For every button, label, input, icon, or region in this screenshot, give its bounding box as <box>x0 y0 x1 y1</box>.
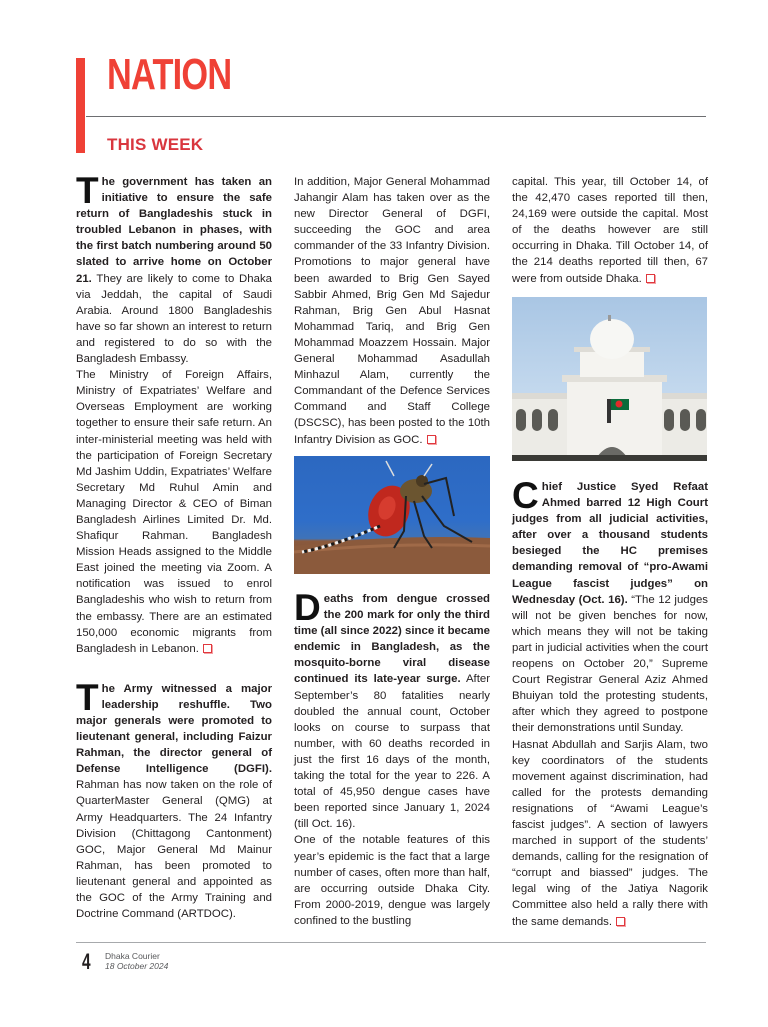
mosquito-photo <box>294 456 490 574</box>
dropcap: T <box>76 676 99 718</box>
lead-bold: hief Justice Syed Refaat Ahmed barred 12 High Court judges from all judicial activities, after over a thousand students besieged the HC premises demanding removal of “pro-Awami League fascist judges” on Wednesday (Oct. 16). <box>512 481 708 606</box>
footer-divider <box>76 942 706 943</box>
story-dengue <box>294 587 491 929</box>
mosquito-illustration <box>294 456 490 574</box>
publication-name: Dhaka Courier <box>105 951 160 961</box>
column-1 <box>76 170 272 922</box>
story-judges <box>512 475 708 930</box>
column-2-lower <box>294 587 491 929</box>
paragraph-text: In addition, Major General Mohammad Jahangir Alam has taken over as the new Director General of DGFI, succeeding the GOC and area commander of the 33 Infantry Division. Promotions to major general have been awarded to Brig Gen Sayed Sabbir Ahmed, Brig Gen Md Sajedur Rahman, Brig Gen Abul Hasnat Mohammad Tariq, and Brig Gen Mohammad Moazzem Hossain. Major General Mohammad Asadullah Minhazul Alam, currently the Commandant of the Defence Services Command and Staff College (DSCSC), has been posted to the 10th Infantry Division as GOC. <box>294 176 490 446</box>
story-paragraph <box>512 737 708 930</box>
story-paragraph <box>294 174 490 448</box>
end-mark-icon <box>616 917 625 926</box>
paragraph-text: capital. This year, till October 14, of the 42,470 cases reported till then, 24,169 were outside the capital. Most of the deaths however are still occurring in Dhaka. Till October 14, of the 214 deaths reported till then, 67 were from outside Dhaka. <box>512 176 708 285</box>
court-building-illustration <box>512 297 707 461</box>
dropcap: C <box>512 475 539 516</box>
lead-bold: he Army witnessed a major leadership reshuffle. Two major generals were promoted to lieutenant general, including Faizur Rahman, the director general of Defense Intelligence (DGFI). <box>76 682 272 776</box>
story-lead <box>76 676 272 922</box>
lead-text: After September’s 80 fatalities nearly doubled the annual count, October looks on course to surpass that number, with 60 deaths recorded in just the first 16 days of the month, taking the total for the year to 226. A total of 45,950 dengue cases have been reported since January 1, 2024 (till Oct. 16). <box>294 673 491 831</box>
story-paragraph <box>76 367 272 657</box>
dropcap: T <box>76 170 99 211</box>
lead-bold: he government has taken an initiative to ensure the safe return of Bangladeshis stuck in troubled Lebanon in phases, with the first batch numbering around 50 slated to arrive home on October 21. <box>76 176 272 285</box>
section-title: NATION <box>107 50 232 99</box>
lead-text: They are likely to come to Dhaka via Jeddah, the capital of Saudi Arabia. Around 1800 Bangladeshis have so far shown an interest to return and registered to do so with the Bangladesh Embassy. <box>76 272 272 366</box>
subsection-title: THIS WEEK <box>107 135 204 154</box>
end-mark-icon <box>427 435 436 444</box>
story-army <box>76 676 272 922</box>
publication-date: 18 October 2024 <box>105 961 169 971</box>
lead-text: Rahman has now taken on the role of QuarterMaster General (QMG) at Army Headquarters. The 24 Infantry Division (Chittagong Cantonment) GOC, Major General Md Mainur Rahman, has been promoted to lieutenant general and appointed as the GOC of the Army Training and Doctrine Command (ARTDOC). <box>76 779 272 921</box>
dropcap: D <box>294 587 321 628</box>
column-3-lower <box>512 475 708 930</box>
story-lead <box>512 475 708 737</box>
paragraph-text: Hasnat Abdullah and Sarjis Alam, two key coordinators of the students movement against discrimination, had called for the protests demanding resignations of “Awami League’s fascist judges”. A section of lawyers marched in support of the students’ demands, calling for the resignation of “corrupt and biassed” judges. The legal wing of the Jatiya Nagorik Committee also held a rally there with the same demands. <box>512 738 708 928</box>
lead-bold: eaths from dengue crossed the 200 mark for only the third time (all since 2022) since it became endemic in Bangladesh, as the mosquito-borne viral disease continued its late-year surge. <box>294 593 490 686</box>
end-mark-icon <box>203 644 212 653</box>
end-mark-icon <box>646 274 655 283</box>
column-2 <box>294 174 490 448</box>
section-accent-bar <box>76 58 85 153</box>
story-lead <box>76 170 272 367</box>
column-3 <box>512 174 708 287</box>
story-paragraph <box>512 174 708 287</box>
lead-text: “The 12 judges will not be given benches for now, which means they will not be taking part in judicial activities when the court reopens on October 20,” Supreme Court Registrar General Aziz Ahmed Bhuiyan told the protesting students, after which they agreed to postpone their demonstrations until Sunday. <box>512 593 708 735</box>
paragraph-text: The Ministry of Foreign Affairs, Ministry of Expatriates’ Welfare and Overseas Employment are working together to ensure their safe return. An inter-ministerial meeting was held with the participation of Foreign Secretary Md Jashim Uddin, Expatriates’ Welfare Secretary Md Ruhul Amin and Managing Director & CEO of Biman Bangladesh Airlines Limited Dr. Md. Shafiqur Rahman. Bangladesh Mission Heads assigned to the Middle East joined the meeting via Zoom. A notification was issued to enrol Bangladeshis who wish to return from the embassy. There are an estimated 150,000 economic migrants from Bangladesh in Lebanon. <box>76 369 272 655</box>
story-paragraph: One of the notable features of this year’s epidemic is the fact that a large number of cases, often more than half, are occurring outside Dhaka City. From 2000-2019, dengue was largely confined to the bustling <box>294 834 490 927</box>
story-lebanon <box>76 170 272 657</box>
court-photo <box>512 297 707 461</box>
header-divider <box>86 116 706 117</box>
story-lead <box>294 587 491 832</box>
page-number: 4 <box>82 949 91 974</box>
